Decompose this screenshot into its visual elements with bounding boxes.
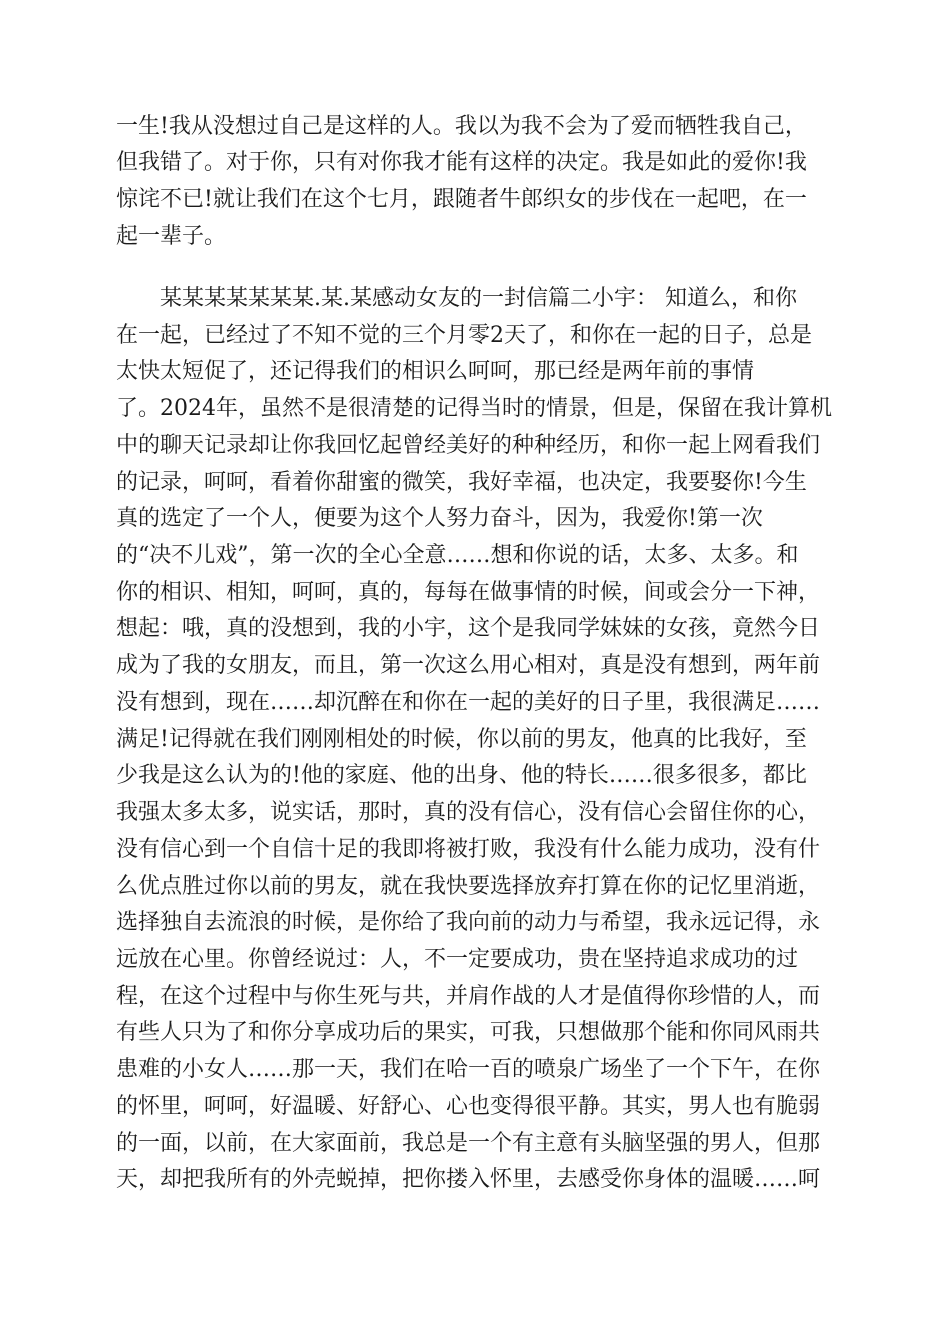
text-line: 一生!我从没想过自己是这样的人。我以为我不会为了爱而牺牲我自己， xyxy=(116,114,807,139)
text-line: 中的聊天记录却让你我回忆起曾经美好的种种经历，和你一起上网看我们 xyxy=(116,433,821,458)
text-line: 某某某某某某某.某.某感动女友的一封信篇二小宇： 知道么，和你 xyxy=(160,286,797,311)
text-line: 选择独自去流浪的时候，是你给了我向前的动力与希望，我永远记得，永 xyxy=(116,910,821,935)
text-line: 惊诧不已!就让我们在这个七月，跟随者牛郎织女的步伐在一起吧，在一 xyxy=(116,187,807,212)
text-line: 了。2024年，虽然不是很清楚的记得当时的情景，但是，保留在我计算机 xyxy=(116,396,832,421)
text-line: 的“决不儿戏”，第一次的全心全意……想和你说的话，太多、太多。和 xyxy=(116,543,799,568)
text-line: 真的选定了一个人，便要为这个人努力奋斗，因为，我爱你!第一次 xyxy=(116,506,763,531)
text-line: 患难的小女人……那一天，我们在哈一百的喷泉广场坐了一个下午，在你 xyxy=(116,1057,821,1082)
text-line: 的一面，以前，在大家面前，我总是一个有主意有头脑坚强的男人，但那 xyxy=(116,1131,821,1156)
text-line: 成为了我的女朋友，而且，第一次这么用心相对，真是没有想到，两年前 xyxy=(116,653,821,678)
text-line: 没有想到，现在……却沉醉在和你在一起的美好的日子里，我很满足…… xyxy=(116,690,821,715)
text-line: 没有信心到一个自信十足的我即将被打败，我没有什么能力成功，没有什 xyxy=(116,837,821,862)
text-line: 想起：哦，真的没想到，我的小宇，这个是我同学妹妹的女孩，竟然今日 xyxy=(116,616,821,641)
text-line: 少我是这么认为的!他的家庭、他的出身、他的特长……很多很多，都比 xyxy=(116,763,807,788)
text-line: 远放在心里。你曾经说过：人，不一定要成功，贵在坚持追求成功的过 xyxy=(116,947,799,972)
text-line: 我强太多太多，说实话，那时，真的没有信心，没有信心会留住你的心， xyxy=(116,800,821,825)
text-line: 满足!记得就在我们刚刚相处的时候，你以前的男友，他真的比我好，至 xyxy=(116,727,807,752)
text-line: 天，却把我所有的外壳蜕掉，把你搂入怀里，去感受你身体的温暖……呵 xyxy=(116,1167,821,1192)
text-line: 起一辈子。 xyxy=(116,224,227,249)
text-line: 但我错了。对于你，只有对你我才能有这样的决定。我是如此的爱你!我 xyxy=(116,150,807,175)
text-line: 你的相识、相知，呵呵，真的，每每在做事情的时候，间或会分一下神， xyxy=(116,580,821,605)
text-line: 的怀里，呵呵，好温暖、好舒心、心也变得很平静。其实，男人也有脆弱 xyxy=(116,1094,821,1119)
text-line: 的记录，呵呵，看着你甜蜜的微笑，我好幸福，也决定，我要娶你!今生 xyxy=(116,470,807,495)
text-line: 么优点胜过你以前的男友，就在我快要选择放弃打算在你的记忆里消逝， xyxy=(116,874,821,899)
text-line: 太快太短促了，还记得我们的相识么呵呵，那已经是两年前的事情 xyxy=(116,359,755,384)
text-line: 程，在这个过程中与你生死与共，并肩作战的人才是值得你珍惜的人，而 xyxy=(116,984,821,1009)
text-line: 在一起，已经过了不知不觉的三个月零2天了，和你在一起的日子，总是 xyxy=(116,323,812,348)
text-line: 有些人只为了和你分享成功后的果实，可我，只想做那个能和你同风雨共 xyxy=(116,1020,821,1045)
